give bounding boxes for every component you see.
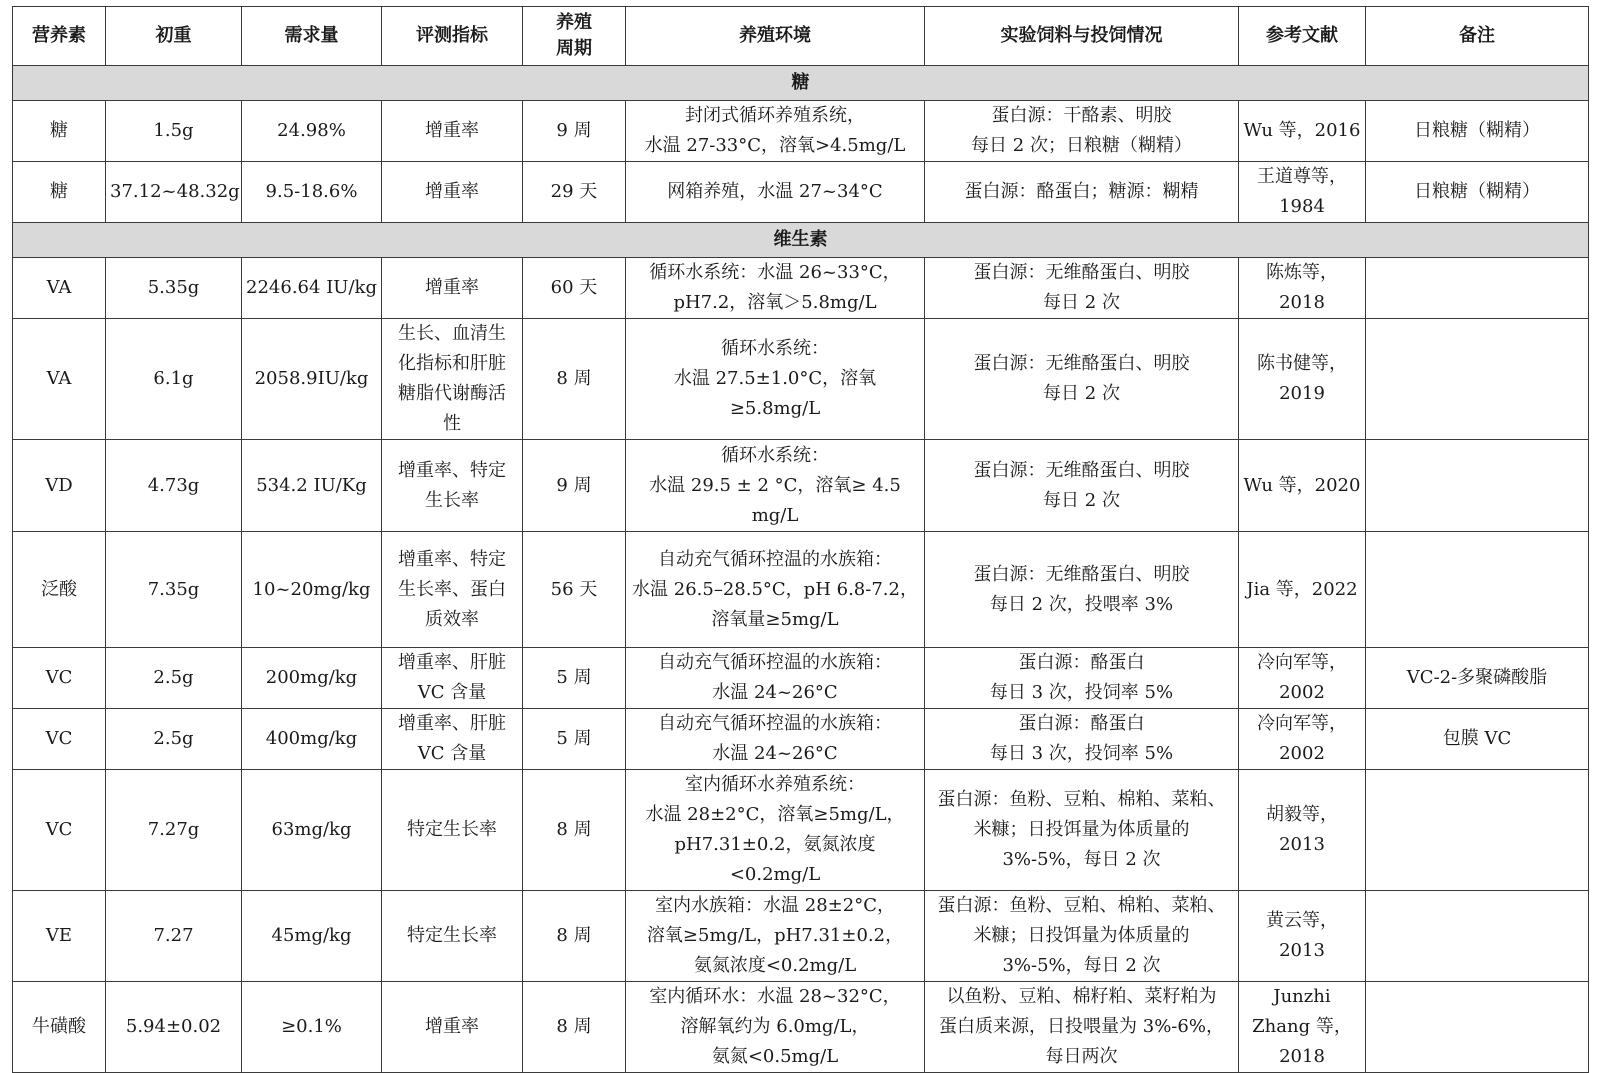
- nutrient-requirements-table: [12, 6, 1589, 1073]
- cell-line: 水温 29.5 ± 2 °C，溶氧≥ 4.5 mg/L: [649, 474, 901, 526]
- cell-line: 性: [443, 413, 461, 434]
- cell-line: 生长率、蛋白: [398, 578, 506, 600]
- feed-cell: [925, 770, 1239, 891]
- cell-line: 每日 3 次，投饲率 5%: [989, 743, 1174, 764]
- cell-line: 8 周: [556, 925, 592, 946]
- table-row: [13, 440, 1589, 532]
- cell-line: 24.98%: [277, 120, 346, 141]
- cell-line: 400mg/kg: [265, 728, 358, 749]
- remarks-cell: [1366, 101, 1589, 162]
- cell-line: 2018: [1279, 292, 1325, 313]
- feed-cell: [925, 532, 1239, 648]
- section-row: [13, 223, 1589, 258]
- table-row: [13, 648, 1589, 709]
- culture-period-cell: [523, 532, 626, 648]
- initial-weight-cell: [106, 982, 242, 1073]
- cell-line: 56 天: [550, 578, 598, 600]
- cell-line: 7.27g: [147, 819, 200, 840]
- culture-environment-cell: [626, 891, 925, 982]
- evaluation-index-cell: [382, 440, 523, 532]
- remarks-cell: [1366, 258, 1589, 319]
- cell-line: 9.5-18.6%: [265, 181, 358, 202]
- cell-line: 糖脂代谢酶活: [398, 383, 506, 404]
- requirement-cell: [242, 648, 382, 709]
- culture-period-cell: [523, 891, 626, 982]
- evaluation-index-cell: [382, 982, 523, 1073]
- cell-line: 6.1g: [153, 368, 194, 389]
- header-nutrient: 营养素: [13, 7, 106, 66]
- section-title: 糖: [13, 66, 1589, 101]
- cell-line: 8 周: [556, 819, 592, 840]
- cell-line: 牛磺酸: [32, 1016, 86, 1037]
- nutrient-cell: [13, 709, 106, 770]
- cell-line: 自动充气循环控温的水族箱：: [658, 548, 892, 570]
- cell-line: 溶氧≥5mg/L，pH7.31±0.2，: [646, 925, 904, 946]
- initial-weight-cell: [106, 770, 242, 891]
- nutrient-cell: [13, 532, 106, 648]
- cell-line: 每日 2 次: [1043, 383, 1120, 404]
- reference-cell: [1239, 532, 1366, 648]
- table-row: [13, 258, 1589, 319]
- cell-line: Wu 等，2020: [1243, 474, 1361, 496]
- header-culture-environment: 养殖环境: [626, 7, 925, 66]
- cell-line: 冷向军等，: [1257, 713, 1347, 734]
- cell-line: 以鱼粉、豆粕、棉籽粕、菜籽粕为: [946, 986, 1217, 1007]
- cell-line: pH7.2，溶氧＞5.8mg/L: [673, 292, 877, 313]
- nutrient-cell: [13, 982, 106, 1073]
- cell-line: VC: [45, 728, 73, 749]
- table-row: [13, 709, 1589, 770]
- remarks-cell: [1366, 648, 1589, 709]
- cell-line: 增重率: [425, 277, 479, 298]
- culture-period-cell: [523, 648, 626, 709]
- header-requirement: 需求量: [242, 7, 382, 66]
- remarks-cell: [1366, 770, 1589, 891]
- cell-line: 2002: [1279, 743, 1325, 764]
- requirement-cell: [242, 440, 382, 532]
- cell-line: 化指标和肝脏: [398, 353, 506, 374]
- cell-line: 7.35g: [147, 578, 200, 600]
- remarks-cell: [1366, 162, 1589, 223]
- evaluation-index-cell: [382, 891, 523, 982]
- remarks-cell: [1366, 891, 1589, 982]
- requirement-cell: [242, 532, 382, 648]
- requirement-cell: [242, 770, 382, 891]
- cell-line: 氨氮浓度<0.2mg/L: [693, 955, 857, 976]
- cell-line: 8 周: [556, 1016, 592, 1037]
- header-reference: 参考文献: [1239, 7, 1366, 66]
- header-row: [13, 7, 1589, 66]
- section-title: 维生素: [13, 223, 1589, 258]
- cell-line: 水温 24~26°C: [712, 743, 838, 764]
- culture-period-cell: [523, 770, 626, 891]
- cell-line: 每日 2 次: [1043, 489, 1120, 511]
- cell-line: Jia 等，2022: [1246, 578, 1358, 600]
- reference-cell: [1239, 162, 1366, 223]
- cell-line: 循环水系统：: [721, 444, 829, 466]
- cell-line: 3%-5%，每日 2 次: [1002, 955, 1161, 976]
- cell-line: 蛋白源：无维酪蛋白、明胶: [973, 459, 1190, 481]
- culture-period-cell: [523, 440, 626, 532]
- cell-line: 糖: [50, 120, 68, 141]
- culture-period-cell: [523, 709, 626, 770]
- cell-line: 增重率: [425, 1016, 479, 1037]
- cell-line: 封闭式循环养殖系统，: [685, 105, 865, 126]
- cell-line: 每日 2 次: [1043, 292, 1120, 313]
- culture-environment-cell: [626, 709, 925, 770]
- culture-period-cell: [523, 101, 626, 162]
- cell-line: 蛋白源：干酪素、明胶: [991, 105, 1172, 126]
- cell-line: 溶解氧约为 6.0mg/L，: [680, 1016, 870, 1037]
- table-row: [13, 770, 1589, 891]
- cell-line: VD: [45, 474, 73, 496]
- reference-cell: [1239, 770, 1366, 891]
- cell-line: 水温 27.5±1.0°C，溶氧≥5.8mg/L: [673, 368, 877, 419]
- cell-line: 冷向军等，: [1257, 652, 1347, 673]
- cell-line: 2058.9IU/kg: [254, 368, 369, 389]
- cell-line: 3%-5%，每日 2 次: [1002, 849, 1161, 870]
- feed-cell: [925, 709, 1239, 770]
- table-row: [13, 162, 1589, 223]
- cell-line: 2002: [1279, 682, 1325, 703]
- nutrient-cell: [13, 319, 106, 440]
- header-remarks: 备注: [1366, 7, 1589, 66]
- requirement-cell: [242, 101, 382, 162]
- cell-line: 米糠；日投饵量为体质量的: [973, 819, 1190, 840]
- cell-line: 蛋白质来源，日投喂量为 3%-6%，: [939, 1016, 1224, 1037]
- cell-line: 特定生长率: [407, 819, 497, 840]
- remarks-cell: [1366, 319, 1589, 440]
- culture-environment-cell: [626, 770, 925, 891]
- nutrient-cell: [13, 648, 106, 709]
- table-row: [13, 319, 1589, 440]
- cell-line: pH7.31±0.2，氨氮浓度<0.2mg/L: [674, 834, 876, 885]
- cell-line: ≥0.1%: [281, 1016, 342, 1037]
- cell-line: 每日 2 次，投喂率 3%: [989, 593, 1174, 615]
- cell-line: 蛋白源：鱼粉、豆粕、棉粕、菜粕、: [937, 895, 1226, 916]
- feed-cell: [925, 101, 1239, 162]
- header-evaluation-index: 评测指标: [382, 7, 523, 66]
- cell-line: 蛋白源：鱼粉、豆粕、棉粕、菜粕、: [937, 789, 1226, 810]
- cell-line: 增重率: [425, 181, 479, 202]
- cell-line: 5 周: [556, 728, 592, 749]
- reference-cell: [1239, 258, 1366, 319]
- cell-line: VA: [46, 277, 72, 298]
- requirement-cell: [242, 162, 382, 223]
- cell-line: 特定生长率: [407, 925, 497, 946]
- initial-weight-cell: [106, 532, 242, 648]
- reference-cell: [1239, 648, 1366, 709]
- cell-line: 生长、血清生: [398, 323, 506, 344]
- remarks-cell: [1366, 532, 1589, 648]
- cell-line: 增重率、肝脏: [398, 713, 506, 734]
- initial-weight-cell: [106, 440, 242, 532]
- nutrient-cell: [13, 440, 106, 532]
- culture-environment-cell: [626, 440, 925, 532]
- cell-line: 2019: [1279, 383, 1325, 404]
- cell-line: 增重率、特定: [398, 459, 506, 481]
- cell-line: 糖: [50, 181, 68, 202]
- culture-period-cell: [523, 982, 626, 1073]
- cell-line: 质效率: [425, 608, 479, 630]
- cell-line: 每日两次: [1045, 1046, 1118, 1067]
- initial-weight-cell: [106, 891, 242, 982]
- cell-line: 陈炼等，: [1266, 262, 1338, 283]
- remarks-cell: [1366, 709, 1589, 770]
- cell-line: 60 天: [550, 277, 598, 298]
- cell-line: 增重率: [425, 120, 479, 141]
- cell-line: 2.5g: [153, 728, 194, 749]
- evaluation-index-cell: [382, 101, 523, 162]
- cell-line: 蛋白源：酪蛋白: [1018, 652, 1145, 673]
- culture-environment-cell: [626, 101, 925, 162]
- cell-line: Wu 等，2016: [1243, 120, 1361, 141]
- cell-line: 4.73g: [147, 474, 200, 496]
- reference-cell: [1239, 709, 1366, 770]
- cell-line: 63mg/kg: [271, 819, 352, 840]
- remarks-cell: [1366, 982, 1589, 1073]
- cell-line: 日粮糖（糊精）: [1414, 120, 1540, 141]
- cell-line: 水温 24~26°C: [712, 682, 838, 703]
- cell-line: 蛋白源：酪蛋白: [1018, 713, 1145, 734]
- table-row: [13, 532, 1589, 648]
- cell-line: 8 周: [556, 368, 592, 389]
- reference-cell: [1239, 982, 1366, 1073]
- table-row: [13, 101, 1589, 162]
- cell-line: VC-2-多聚磷酸脂: [1406, 667, 1548, 688]
- cell-line: VC 含量: [417, 682, 487, 703]
- cell-line: 包膜 VC: [1442, 728, 1512, 749]
- cell-line: 增重率、肝脏: [398, 652, 506, 673]
- reference-cell: [1239, 891, 1366, 982]
- table-body: [13, 66, 1589, 1073]
- cell-line: VC: [45, 819, 73, 840]
- cell-line: VA: [46, 368, 72, 389]
- cell-line: 溶氧量≥5mg/L: [711, 608, 839, 630]
- cell-line: 水温 28±2°C，溶氧≥5mg/L，: [645, 804, 905, 825]
- reference-cell: [1239, 319, 1366, 440]
- initial-weight-cell: [106, 648, 242, 709]
- requirement-cell: [242, 319, 382, 440]
- header-feed-and-feeding: 实验饲料与投饲情况: [925, 7, 1239, 66]
- initial-weight-cell: [106, 162, 242, 223]
- cell-line: 王道尊等，: [1257, 166, 1347, 187]
- evaluation-index-cell: [382, 770, 523, 891]
- cell-line: 泛酸: [41, 578, 77, 600]
- cell-line: 室内水族箱：水温 28±2°C，: [655, 895, 895, 916]
- feed-cell: [925, 258, 1239, 319]
- initial-weight-cell: [106, 319, 242, 440]
- cell-line: 生长率: [425, 489, 479, 511]
- cell-line: 534.2 IU/Kg: [256, 474, 367, 496]
- feed-cell: [925, 648, 1239, 709]
- requirement-cell: [242, 258, 382, 319]
- culture-environment-cell: [626, 258, 925, 319]
- culture-environment-cell: [626, 162, 925, 223]
- reference-cell: [1239, 440, 1366, 532]
- cell-line: 45mg/kg: [271, 925, 352, 946]
- cell-line: VC: [45, 667, 73, 688]
- evaluation-index-cell: [382, 319, 523, 440]
- feed-cell: [925, 162, 1239, 223]
- culture-environment-cell: [626, 319, 925, 440]
- feed-cell: [925, 440, 1239, 532]
- cell-line: 增重率、特定: [398, 548, 506, 570]
- section-row: [13, 66, 1589, 101]
- culture-period-cell: [523, 319, 626, 440]
- evaluation-index-cell: [382, 709, 523, 770]
- cell-line: 室内循环水养殖系统：: [685, 774, 865, 795]
- nutrient-cell: [13, 258, 106, 319]
- cell-line: 2246.64 IU/kg: [246, 277, 377, 298]
- evaluation-index-cell: [382, 162, 523, 223]
- cell-line: 水温 27-33°C，溶氧>4.5mg/L: [644, 135, 906, 156]
- cell-line: 200mg/kg: [265, 667, 358, 688]
- initial-weight-cell: [106, 709, 242, 770]
- nutrient-cell: [13, 770, 106, 891]
- nutrient-cell: [13, 101, 106, 162]
- cell-line: VE: [45, 925, 73, 946]
- cell-line: 5.94±0.02: [125, 1016, 222, 1037]
- cell-line: 2013: [1279, 834, 1325, 855]
- evaluation-index-cell: [382, 648, 523, 709]
- cell-line: 10~20mg/kg: [252, 578, 371, 600]
- cell-line: 7.27: [153, 925, 194, 946]
- table-row: [13, 891, 1589, 982]
- cell-line: 水温 26.5–28.5°C，pH 6.8-7.2，: [632, 578, 918, 600]
- cell-line: VC 含量: [417, 743, 487, 764]
- requirement-cell: [242, 891, 382, 982]
- cell-line: 自动充气循环控温的水族箱：: [658, 713, 892, 734]
- evaluation-index-cell: [382, 532, 523, 648]
- cell-line: 37.12~48.32g: [110, 181, 240, 202]
- requirement-cell: [242, 709, 382, 770]
- cell-line: 日粮糖（糊精）: [1414, 181, 1540, 202]
- cell-line: 1984: [1279, 196, 1325, 217]
- cell-line: 2018: [1279, 1046, 1325, 1067]
- culture-period-cell: [523, 162, 626, 223]
- cell-line: 2.5g: [153, 667, 194, 688]
- reference-cell: [1239, 101, 1366, 162]
- remarks-cell: [1366, 440, 1589, 532]
- cell-line: 陈书健等，: [1257, 353, 1347, 374]
- table-row: [13, 982, 1589, 1073]
- cell-line: 2013: [1279, 940, 1325, 961]
- culture-environment-cell: [626, 982, 925, 1073]
- culture-period-cell: [523, 258, 626, 319]
- cell-line: 9 周: [556, 474, 592, 496]
- evaluation-index-cell: [382, 258, 523, 319]
- feed-cell: [925, 891, 1239, 982]
- culture-environment-cell: [626, 648, 925, 709]
- requirement-cell: [242, 982, 382, 1073]
- cell-line: 5 周: [556, 667, 592, 688]
- header-initial-weight: 初重: [106, 7, 242, 66]
- cell-line: 5.35g: [147, 277, 200, 298]
- cell-line: 自动充气循环控温的水族箱：: [658, 652, 892, 673]
- cell-line: 每日 2 次；日粮糖（糊精）: [971, 135, 1192, 156]
- cell-line: 29 天: [550, 181, 598, 202]
- cell-line: 循环水系统：水温 26~33°C，: [649, 262, 901, 283]
- culture-environment-cell: [626, 532, 925, 648]
- cell-line: 黄云等，: [1266, 910, 1338, 931]
- cell-line: 蛋白源：无维酪蛋白、明胶: [973, 262, 1190, 283]
- feed-cell: [925, 319, 1239, 440]
- cell-line: Zhang 等，: [1252, 1016, 1352, 1037]
- cell-line: 9 周: [556, 120, 592, 141]
- cell-line: 每日 3 次，投饲率 5%: [989, 682, 1174, 703]
- cell-line: 米糠；日投饵量为体质量的: [973, 925, 1190, 946]
- feed-cell: [925, 982, 1239, 1073]
- header-culture-period: 养殖 周期: [523, 7, 626, 66]
- cell-line: 室内循环水：水温 28~32°C，: [649, 986, 901, 1007]
- initial-weight-cell: [106, 258, 242, 319]
- cell-line: 循环水系统：: [721, 338, 829, 359]
- nutrient-cell: [13, 891, 106, 982]
- cell-line: 蛋白源：酪蛋白；糖源：糊精: [964, 181, 1199, 202]
- initial-weight-cell: [106, 101, 242, 162]
- cell-line: 蛋白源：无维酪蛋白、明胶: [973, 353, 1190, 374]
- cell-line: 网箱养殖，水温 27~34°C: [667, 181, 883, 202]
- cell-line: 1.5g: [153, 120, 194, 141]
- cell-line: 氨氮<0.5mg/L: [711, 1046, 839, 1067]
- nutrient-cell: [13, 162, 106, 223]
- cell-line: Junzhi: [1273, 986, 1331, 1007]
- cell-line: 胡毅等，: [1266, 804, 1338, 825]
- cell-line: 蛋白源：无维酪蛋白、明胶: [973, 563, 1190, 585]
